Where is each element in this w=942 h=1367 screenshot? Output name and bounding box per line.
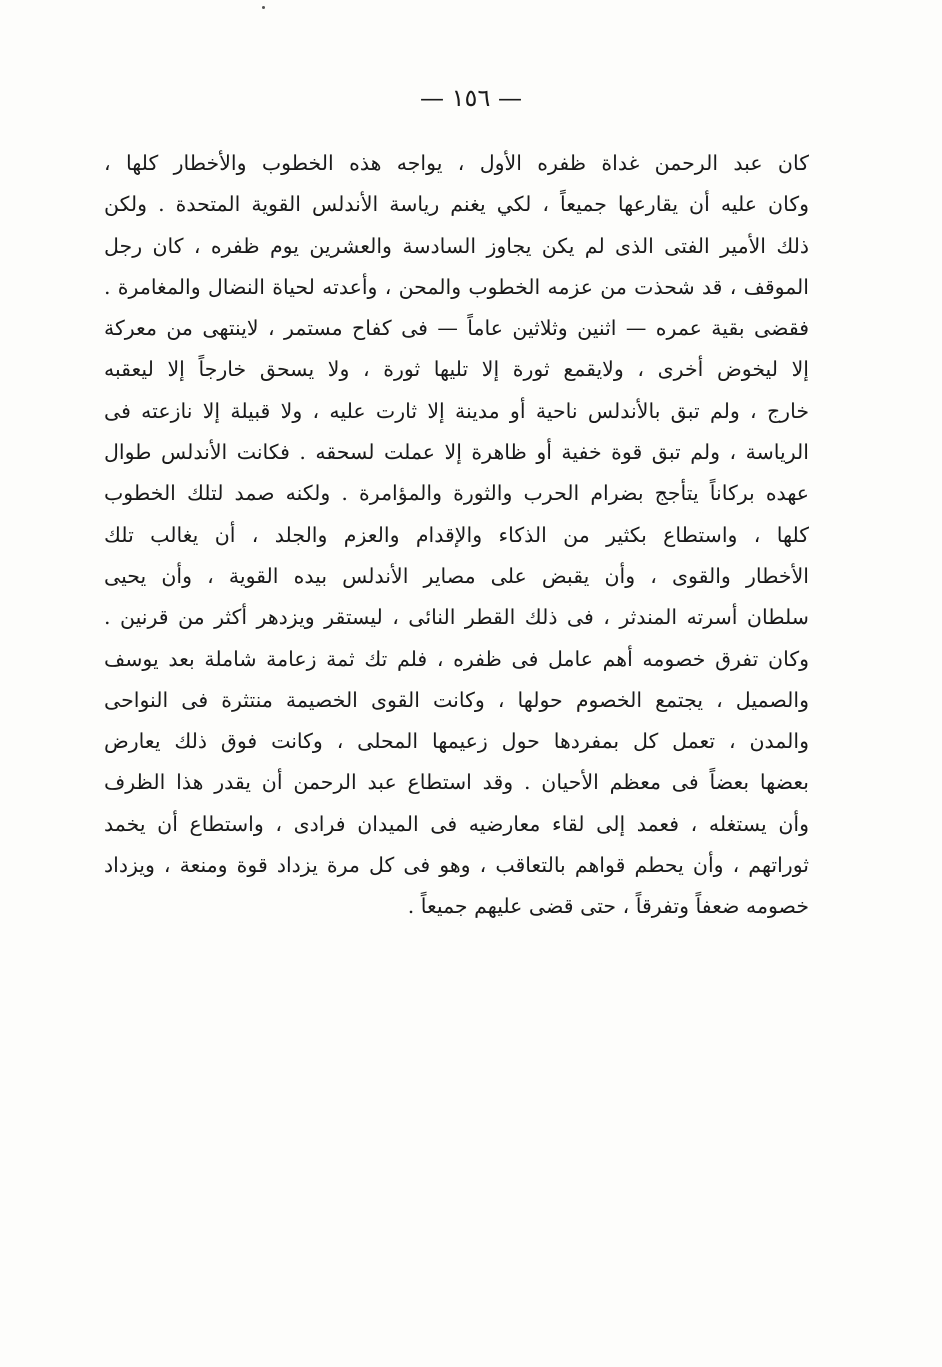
text-line: وكان عليه أن يقارعها جميعاً ، لكي يغنم رياسة الأندلس القوية المتحدة . ولكن	[104, 192, 809, 217]
text-line: والصميل ، يجتمع الخصوم حولها ، وكانت القوى الخصيمة منتثرة فى النواحى	[104, 687, 809, 712]
text-line: عهده بركاناً يتأجج بضرام الحرب والثورة والمؤامرة . ولكنه صمد لتلك الخطوب	[104, 481, 809, 506]
text-line: خارج ، ولم تبق بالأندلس ناحية أو مدينة إلا ثارت عليه ، ولا قبيلة إلا نازعته فى	[104, 398, 809, 423]
text-line: وأن يستغله ، فعمد إلى لقاء معارضيه فى الميدان فرادى ، واستطاع أن يخمد	[104, 811, 809, 836]
text-line: ذلك الأمير الفتى الذى لم يكن يجاوز السادسة والعشرين يوم ظفره ، كان رجل	[104, 233, 809, 258]
text-line: كان عبد الرحمن غداة ظفره الأول ، يواجه هذه الخطوب والأخطار كلها ،	[104, 151, 809, 175]
scan-speck	[262, 6, 265, 9]
body-text	[104, 143, 809, 928]
text-line: والمدن ، تعمل كل بمفردها حول زعيمها المحلى ، وكانت فوق ذلك يعارض	[104, 729, 809, 754]
text-line: كلها ، واستطاع بكثير من الذكاء والإقدام والعزم والجلد ، أن يغالب تلك	[104, 522, 809, 547]
text-line: بعضها بعضاً فى معظم الأحيان . وقد استطاع عبد الرحمن أن يقدر هذا الظرف	[104, 770, 809, 795]
text-line: ثوراتهم ، وأن يحطم قواهم بالتعاقب ، وهو فى كل مرة يزداد قوة ومنعة ، ويزداد	[104, 853, 809, 878]
text-line: الأخطار والقوى ، وأن يقبض على مصاير الأندلس بيده القوية ، وأن يحيى	[104, 563, 809, 588]
text-line: خصومه ضعفاً وتفرقاً ، حتى قضى عليهم جميعاً .	[407, 894, 809, 919]
text-line: الموقف ، قد شحذت من عزمه الخطوب والمحن ، وأعدته لحياة النضال والمغامرة .	[104, 274, 809, 299]
page-number: — ١٥٦ —	[420, 84, 522, 112]
text-line: فقضى بقية عمره — اثنين وثلاثين عاماً — فى كفاح مستمر ، لاينتهى من معركة	[104, 316, 809, 341]
text-line: إلا ليخوض أخرى ، ولايقمع ثورة إلا تليها ثورة ، ولا يسحق خارجاً إلا ليعقبه	[104, 357, 809, 382]
text-line: سلطان أسرته المندثر ، فى ذلك القطر النائى ، ليستقر ويزدهر أكثر من قرنين .	[104, 605, 809, 630]
text-line: وكان تفرق خصومه أهم عامل فى ظفره ، فلم تك ثمة زعامة شاملة بعد يوسف	[104, 646, 809, 671]
text-line: الرياسة ، ولم تبق قوة خفية أو ظاهرة إلا عملت لسحقه . فكانت الأندلس طوال	[104, 440, 809, 465]
